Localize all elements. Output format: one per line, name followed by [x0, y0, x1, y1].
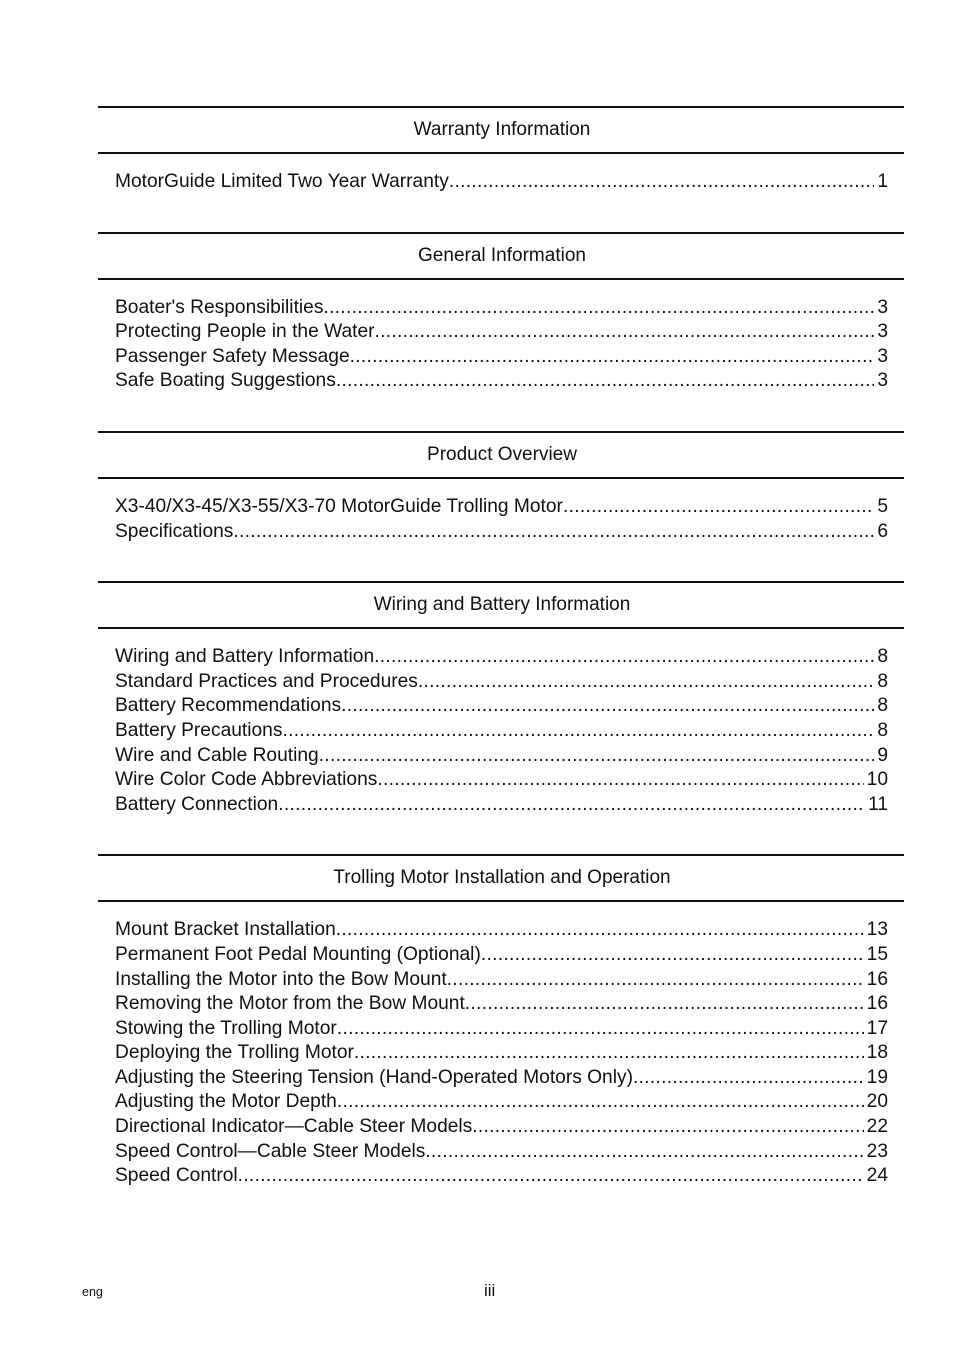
- toc-entry[interactable]: [115, 296, 888, 321]
- entry-page-number: 3: [877, 296, 888, 318]
- entry-title: Permanent Foot Pedal Mounting (Optional): [115, 943, 481, 965]
- entry-page-number: 23: [866, 1140, 888, 1162]
- entry-page-number: 9: [877, 744, 888, 766]
- toc-section: [98, 431, 904, 544]
- dot-leader: [374, 645, 874, 670]
- entry-page-number: 11: [868, 793, 888, 815]
- entry-title: Speed Control—Cable Steer Models: [115, 1140, 426, 1162]
- entry-page-number: 16: [866, 968, 888, 990]
- entry-title: Safe Boating Suggestions: [115, 370, 336, 392]
- dot-leader: [481, 943, 864, 968]
- entry-page-number: 17: [866, 1017, 888, 1039]
- toc-entry[interactable]: [115, 345, 888, 370]
- entry-page-number: 5: [877, 495, 888, 517]
- entry-page-number: 24: [866, 1165, 888, 1187]
- entry-page-number: 20: [866, 1091, 888, 1113]
- dot-leader: [319, 744, 875, 769]
- entry-title: Wire Color Code Abbreviations: [115, 769, 378, 791]
- entry-title: MotorGuide Limited Two Year Warranty: [115, 171, 449, 192]
- entry-title: Adjusting the Motor Depth: [115, 1091, 337, 1113]
- entry-page-number: 1: [877, 171, 888, 192]
- toc-entry[interactable]: [115, 1041, 888, 1066]
- dot-leader: [336, 918, 864, 943]
- dot-leader: [336, 369, 875, 394]
- entry-title: Adjusting the Steering Tension (Hand-Operated Motors Only): [115, 1066, 633, 1088]
- dot-leader: [563, 495, 874, 520]
- toc-entry[interactable]: [115, 992, 888, 1017]
- entry-list: [98, 902, 904, 1189]
- entry-page-number: 13: [866, 919, 888, 941]
- entry-page-number: 8: [877, 646, 888, 668]
- entry-page-number: 3: [877, 370, 888, 392]
- entry-title: X3-40/X3-45/X3-55/X3-70 MotorGuide Trolling Motor: [115, 495, 563, 517]
- toc-entry[interactable]: [115, 520, 888, 545]
- dot-leader: [323, 296, 874, 321]
- toc-entry[interactable]: [115, 1164, 888, 1189]
- entry-title: Battery Connection: [115, 793, 279, 815]
- dot-leader: [278, 793, 865, 818]
- entry-title: Protecting People in the Water: [115, 321, 375, 343]
- dot-leader: [354, 1041, 864, 1066]
- toc-entry[interactable]: [115, 369, 888, 394]
- toc-entry[interactable]: [115, 694, 888, 719]
- dot-leader: [449, 170, 875, 195]
- toc-entry[interactable]: [115, 1140, 888, 1165]
- section-heading: Trolling Motor Installation and Operation: [98, 854, 904, 902]
- toc-entry[interactable]: [115, 1115, 888, 1140]
- entry-page-number: 22: [866, 1116, 888, 1138]
- entry-page-number: 10: [866, 769, 888, 791]
- dot-leader: [465, 992, 864, 1017]
- section-heading: Product Overview: [98, 431, 904, 479]
- toc-entry[interactable]: [115, 768, 888, 793]
- table-of-contents: [98, 106, 904, 1189]
- toc-entry[interactable]: [115, 1090, 888, 1115]
- dot-leader: [375, 320, 875, 345]
- toc-entry[interactable]: [115, 793, 888, 818]
- toc-entry[interactable]: [115, 1017, 888, 1042]
- entry-title: Wire and Cable Routing: [115, 744, 319, 766]
- toc-section: [98, 854, 904, 1189]
- section-heading: General Information: [98, 232, 904, 280]
- entry-page-number: 6: [877, 520, 888, 542]
- dot-leader: [418, 670, 874, 695]
- toc-section: [98, 106, 904, 195]
- section-heading: Warranty Information: [98, 106, 904, 154]
- toc-entry[interactable]: [115, 645, 888, 670]
- dot-leader: [350, 345, 875, 370]
- dot-leader: [377, 768, 863, 793]
- toc-entry[interactable]: [115, 918, 888, 943]
- entry-title: Wiring and Battery Information: [115, 646, 375, 668]
- toc-entry[interactable]: [115, 719, 888, 744]
- entry-title: Stowing the Trolling Motor: [115, 1017, 337, 1039]
- dot-leader: [282, 719, 874, 744]
- entry-page-number: 8: [877, 670, 888, 692]
- entry-title: Passenger Safety Message: [115, 345, 350, 367]
- toc-section: [98, 232, 904, 394]
- entry-title: Installing the Motor into the Bow Mount: [115, 968, 447, 990]
- dot-leader: [233, 520, 874, 545]
- section-heading: Wiring and Battery Information: [98, 581, 904, 629]
- toc-entry[interactable]: [115, 968, 888, 993]
- entry-title: Battery Precautions: [115, 719, 283, 741]
- dot-leader: [238, 1164, 864, 1189]
- entry-title: Speed Control: [115, 1165, 238, 1187]
- dot-leader: [341, 694, 874, 719]
- entry-list: [98, 154, 904, 195]
- entry-title: Battery Recommendations: [115, 695, 342, 717]
- entry-title: Deploying the Trolling Motor: [115, 1042, 354, 1064]
- dot-leader: [472, 1115, 863, 1140]
- footer-language: eng: [82, 1285, 103, 1299]
- entry-title: Directional Indicator—Cable Steer Models: [115, 1116, 473, 1138]
- entry-page-number: 16: [866, 993, 888, 1015]
- entry-list: [98, 479, 904, 544]
- dot-leader: [425, 1140, 863, 1165]
- entry-page-number: 19: [866, 1066, 888, 1088]
- footer-page-number: iii: [484, 1281, 496, 1300]
- entry-title: Mount Bracket Installation: [115, 919, 336, 941]
- toc-entry[interactable]: [115, 1066, 888, 1091]
- entry-page-number: 8: [877, 695, 888, 717]
- entry-page-number: 3: [877, 345, 888, 367]
- entry-page-number: 3: [877, 321, 888, 343]
- entry-title: Boater's Responsibilities: [115, 296, 324, 318]
- dot-leader: [633, 1066, 864, 1091]
- entry-page-number: 18: [866, 1042, 888, 1064]
- entry-list: [98, 280, 904, 394]
- toc-entry[interactable]: [115, 744, 888, 769]
- entry-page-number: 15: [866, 943, 888, 965]
- dot-leader: [447, 968, 864, 993]
- entry-list: [98, 629, 904, 817]
- toc-entry[interactable]: [115, 320, 888, 345]
- entry-title: Removing the Motor from the Bow Mount: [115, 993, 465, 1015]
- dot-leader: [337, 1090, 864, 1115]
- toc-entry[interactable]: [115, 670, 888, 695]
- toc-section: [98, 581, 904, 817]
- toc-entry[interactable]: [115, 943, 888, 968]
- entry-page-number: 8: [877, 719, 888, 741]
- toc-entry[interactable]: [115, 170, 888, 195]
- entry-title: Standard Practices and Procedures: [115, 670, 418, 692]
- entry-title: Specifications: [115, 520, 234, 542]
- toc-entry[interactable]: [115, 495, 888, 520]
- dot-leader: [337, 1017, 864, 1042]
